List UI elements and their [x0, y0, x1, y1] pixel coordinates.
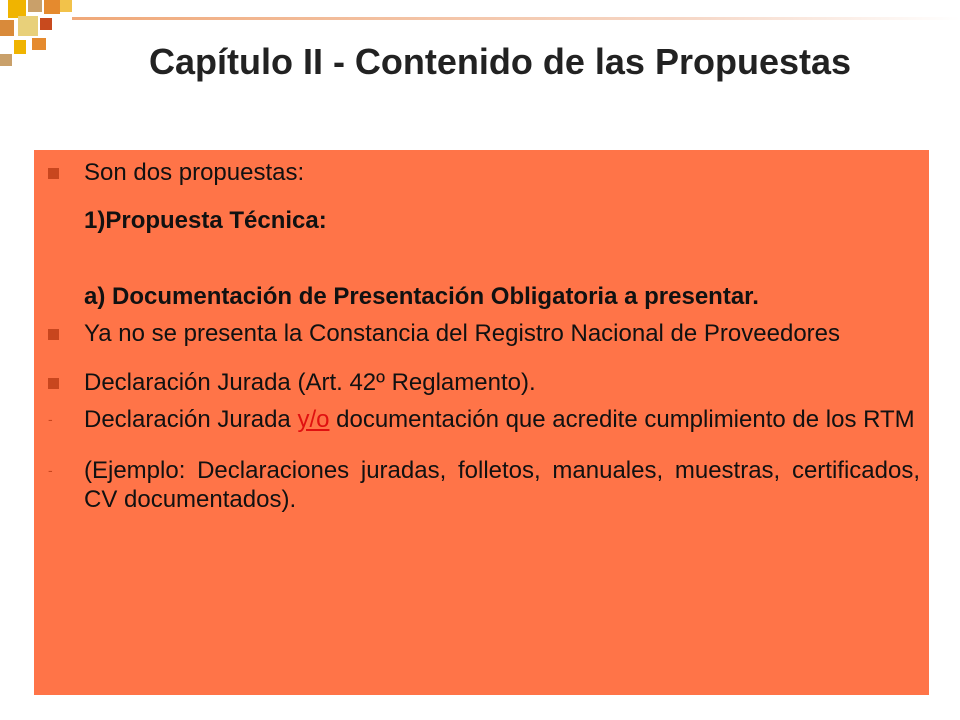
decor-square	[40, 18, 52, 30]
dash-item-1	[48, 405, 920, 434]
decor-square	[60, 0, 72, 12]
bullet-text: Ya no se presenta la Constancia del Registro Nacional de Proveedores	[84, 320, 840, 347]
slide-title: Capítulo II - Contenido de las Propuestas	[148, 41, 852, 82]
decor-square	[28, 0, 42, 12]
bullet-item-3	[48, 368, 920, 397]
bullet-text: a) Documentación de Presentación Obligatoria a presentar.	[84, 283, 759, 310]
bullet-item-2	[48, 319, 920, 348]
sub-item-documentacion-obligatoria	[48, 282, 920, 311]
title-divider-line	[72, 17, 960, 20]
bullet-text: 1)Propuesta Técnica:	[84, 207, 327, 234]
bullet-item-1	[48, 158, 920, 187]
square-bullet-icon	[48, 168, 59, 179]
decor-square	[44, 0, 60, 14]
bullet-text-end: documentación que acredite cumplimiento de los RTM	[329, 406, 915, 433]
bullet-text: Declaración Jurada (Art. 42º Reglamento).	[84, 369, 536, 396]
link-y-o[interactable]: y/o	[297, 406, 330, 433]
bullet-list	[48, 158, 920, 514]
sub-item-propuesta-tecnica	[48, 206, 920, 235]
dash-bullet-icon: -	[48, 411, 53, 427]
dash-bullet-icon: -	[48, 462, 53, 478]
bullet-text: (Ejemplo: Declaraciones juradas, folletos, manuales, muestras, certificados, CV documentados).	[84, 457, 920, 513]
decor-square	[18, 16, 38, 36]
dash-item-2	[48, 456, 920, 514]
decor-square	[14, 40, 26, 54]
decor-square	[32, 38, 46, 50]
square-bullet-icon	[48, 329, 59, 340]
decor-square	[0, 54, 12, 66]
bullet-text-start: Declaración Jurada	[84, 406, 298, 433]
square-bullet-icon	[48, 378, 59, 389]
decor-square	[0, 20, 14, 36]
bullet-text: Son dos propuestas:	[84, 159, 305, 186]
